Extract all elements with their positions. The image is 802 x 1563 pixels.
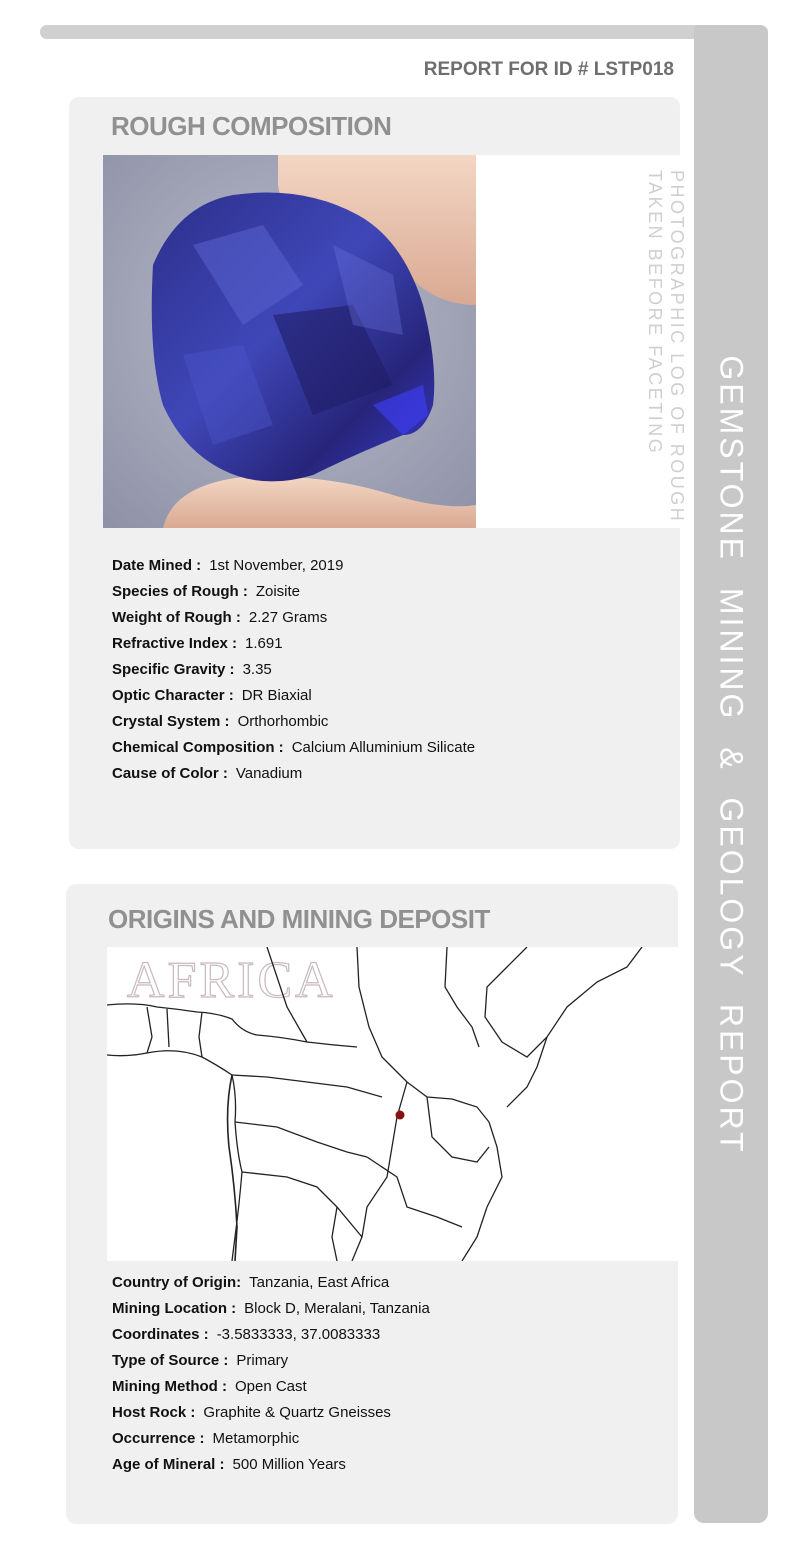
detail-label: Specific Gravity : bbox=[112, 661, 235, 678]
detail-row bbox=[112, 1348, 430, 1374]
detail-row bbox=[112, 1374, 430, 1400]
detail-row bbox=[112, 709, 475, 735]
detail-label: Optic Character : bbox=[112, 687, 234, 704]
detail-row bbox=[112, 553, 475, 579]
map-region-label: AFRICA bbox=[127, 952, 336, 1009]
rough-composition-title: ROUGH COMPOSITION bbox=[111, 111, 392, 141]
detail-value: 1st November, 2019 bbox=[209, 557, 344, 574]
detail-value: Tanzania, East Africa bbox=[249, 1274, 390, 1291]
detail-label: Cause of Color : bbox=[112, 765, 228, 782]
africa-map-illustration bbox=[107, 947, 678, 1261]
detail-label: Mining Location : bbox=[112, 1300, 237, 1317]
detail-label: Species of Rough : bbox=[112, 583, 248, 600]
detail-row bbox=[112, 1322, 430, 1348]
detail-value: 500 Million Years bbox=[232, 1456, 346, 1473]
rough-details-list bbox=[112, 553, 475, 787]
detail-value: Vanadium bbox=[235, 765, 303, 782]
detail-value: Primary bbox=[236, 1352, 289, 1369]
detail-row bbox=[112, 735, 475, 761]
detail-value: Zoisite bbox=[255, 583, 301, 600]
detail-value: -3.5833333, 37.0083333 bbox=[216, 1326, 381, 1343]
detail-row bbox=[112, 579, 475, 605]
rough-photo-illustration bbox=[103, 155, 476, 528]
detail-row bbox=[112, 1270, 430, 1296]
detail-row bbox=[112, 631, 475, 657]
detail-row bbox=[112, 605, 475, 631]
detail-row bbox=[112, 1426, 430, 1452]
detail-row bbox=[112, 683, 475, 709]
detail-value: Calcium Alluminium Silicate bbox=[291, 739, 476, 756]
detail-value: 2.27 Grams bbox=[248, 609, 328, 626]
detail-value: Metamorphic bbox=[212, 1430, 300, 1447]
africa-map bbox=[107, 947, 678, 1261]
report-id: REPORT FOR ID # LSTP018 bbox=[423, 59, 674, 80]
origins-title: ORIGINS AND MINING DEPOSIT bbox=[108, 904, 490, 934]
photo-caption: PHOTOGRAPHIC LOG OF ROUGH TAKEN BEFORE FACETING bbox=[645, 170, 687, 524]
detail-value: 1.691 bbox=[245, 635, 283, 652]
detail-value: Block D, Meralani, Tanzania bbox=[244, 1300, 430, 1317]
detail-value: Orthorhombic bbox=[237, 713, 329, 730]
detail-row bbox=[112, 1452, 430, 1478]
detail-row bbox=[112, 1296, 430, 1322]
detail-row bbox=[112, 657, 475, 683]
detail-label: Coordinates : bbox=[112, 1326, 209, 1343]
detail-label: Age of Mineral : bbox=[112, 1456, 225, 1473]
rough-photo-frame bbox=[103, 155, 680, 528]
detail-row bbox=[112, 1400, 430, 1426]
detail-label: Refractive Index : bbox=[112, 635, 238, 652]
detail-value: Open Cast bbox=[234, 1378, 307, 1395]
detail-value: Graphite & Quartz Gneisses bbox=[203, 1404, 391, 1421]
detail-label: Host Rock : bbox=[112, 1404, 196, 1421]
detail-label: Type of Source : bbox=[112, 1352, 229, 1369]
detail-label: Occurrence : bbox=[112, 1430, 205, 1447]
detail-label: Country of Origin: bbox=[112, 1274, 242, 1291]
detail-value: DR Biaxial bbox=[241, 687, 312, 704]
report-side-title: GEMSTONE MINING & GEOLOGY REPORT bbox=[713, 355, 750, 1155]
mine-location-marker bbox=[396, 1111, 405, 1120]
detail-label: Crystal System : bbox=[112, 713, 230, 730]
origin-details-list bbox=[112, 1270, 430, 1478]
detail-label: Mining Method : bbox=[112, 1378, 227, 1395]
top-rule bbox=[40, 25, 768, 39]
detail-label: Chemical Composition : bbox=[112, 739, 284, 756]
rough-gemstone-photo bbox=[103, 155, 476, 528]
detail-value: 3.35 bbox=[242, 661, 272, 678]
detail-label: Weight of Rough : bbox=[112, 609, 241, 626]
detail-row bbox=[112, 761, 475, 787]
detail-label: Date Mined : bbox=[112, 557, 202, 574]
